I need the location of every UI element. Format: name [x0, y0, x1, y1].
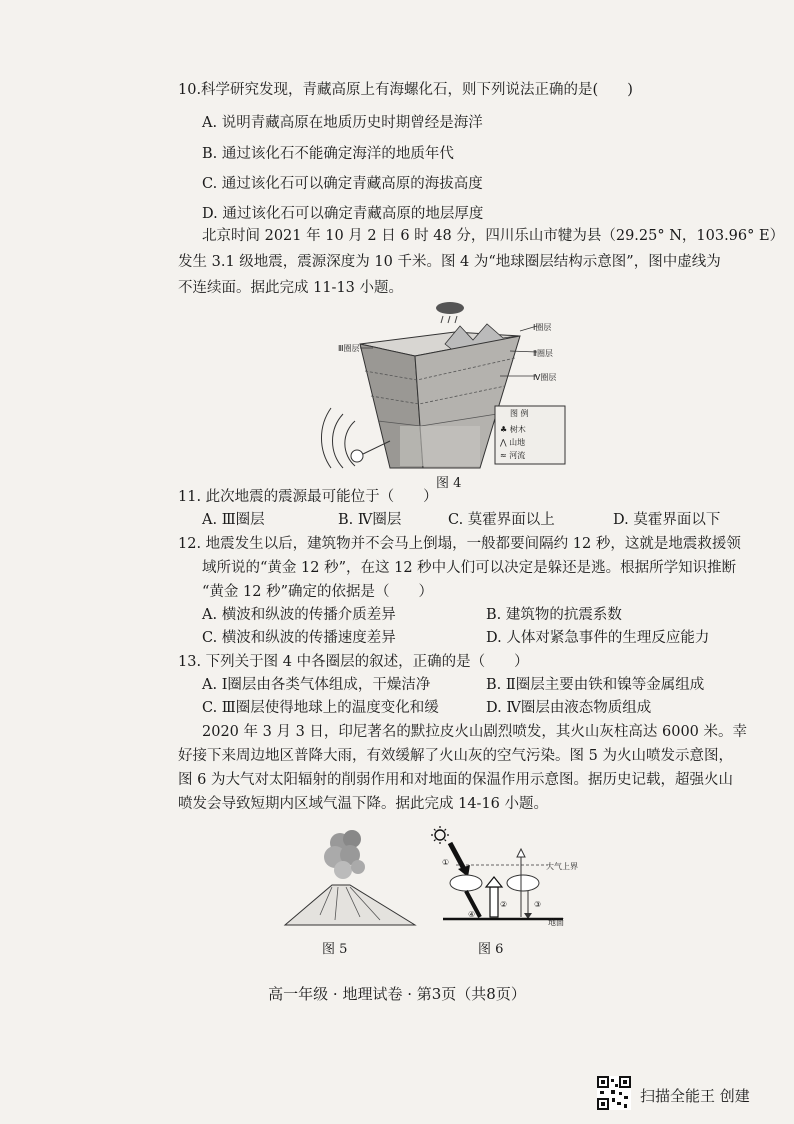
page-footer: 高一年级 · 地理试卷 · 第3页（共8页） [268, 985, 526, 1003]
passage2-line-1: 2020 年 3 月 3 日，印尼著名的默拉皮火山剧烈喷发，其火山灰柱高达 6000 米。幸 [202, 724, 748, 740]
river-icon: ≈ [500, 451, 510, 460]
mountain-icon: ⋀ [500, 438, 510, 447]
passage1-line-3: 不连续面。据此完成 11-13 小题。 [178, 280, 404, 296]
fig6-label-4: ④ [468, 910, 476, 919]
q12-stem-line-3: “黄金 12 秒”确定的依据是（ ） [202, 584, 433, 600]
q12-stem-line-2: 域所说的“黄金 12 秒”，在这 12 秒中人们可以决定是躲还是逃。根据所学知识推断 [202, 560, 737, 576]
fig6-label-top: 大气上界 [546, 862, 578, 871]
fig6-label-2: ② [500, 900, 508, 909]
q10-option-a: A. 说明青藏高原在地质历史时期曾经是海洋 [202, 115, 483, 131]
passage2-line-4: 喷发会导致短期内区域气温下降。据此完成 14-16 小题。 [178, 796, 549, 812]
q10-stem: 10.科学研究发现，青藏高原上有海螺化石，则下列说法正确的是( ) [178, 82, 633, 98]
fig4-legend-tree: ♣ 树木 [500, 425, 526, 434]
passage1-line-1: 北京时间 2021 年 10 月 2 日 6 时 48 分，四川乐山市犍为县（29.25° N，103.96° E） [202, 228, 785, 244]
passage2-line-3: 图 6 为大气对太阳辐射的削弱作用和对地面的保温作用示意图。据历史记载，超强火山 [178, 772, 733, 788]
q12-option-a: A. 横波和纵波的传播介质差异 [202, 607, 396, 623]
q12-stem-line-1: 12. 地震发生以后，建筑物并不会马上倒塌，一般都要间隔约 12 秒，这就是地震救援领 [178, 536, 741, 552]
tree-icon: ♣ [500, 425, 510, 434]
volcano-illustration [280, 825, 420, 930]
fig6-caption: 图 6 [478, 942, 504, 957]
fig4-label-layer2: Ⅱ圈层 [533, 349, 553, 358]
watermark-text: 扫描全能王 创建 [640, 1087, 750, 1105]
fig4-caption: 图 4 [436, 476, 462, 491]
passage2-line-2: 好接下来周边地区普降大雨，有效缓解了火山灰的空气污染。图 5 为火山喷发示意图， [178, 748, 733, 764]
q11-option-c: C. 莫霍界面以上 [448, 512, 555, 528]
q12-option-c: C. 横波和纵波的传播速度差异 [202, 630, 396, 646]
fig6-label-3: ③ [534, 900, 542, 909]
fig4-legend-mountain: ⋀ 山地 [500, 438, 526, 447]
q12-option-b: B. 建筑物的抗震系数 [486, 607, 622, 623]
fig4-legend-river: ≈ 河流 [500, 451, 526, 460]
q13-option-d: D. Ⅳ圈层由液态物质组成 [486, 700, 652, 716]
qr-code-icon [597, 1076, 631, 1110]
atmosphere-radiation-diagram [428, 825, 578, 930]
fig4-label-layer1: Ⅰ圈层 [533, 323, 552, 332]
q13-option-b: B. Ⅱ圈层主要由铁和镍等金属组成 [486, 677, 705, 693]
fig5-caption: 图 5 [322, 942, 348, 957]
q10-option-d: D. 通过该化石可以确定青藏高原的地层厚度 [202, 206, 484, 222]
fig6-label-ground: 地面 [548, 918, 564, 927]
q11-option-d: D. 莫霍界面以下 [613, 512, 721, 528]
fig4-legend-title: 图 例 [510, 409, 529, 418]
q11-option-b: B. Ⅳ圈层 [338, 512, 402, 528]
q13-option-c: C. Ⅲ圈层使得地球上的温度变化和缓 [202, 700, 439, 716]
sun-icon [431, 826, 449, 844]
passage1-line-2: 发生 3.1 级地震，震源深度为 10 千米。图 4 为“地球圈层结构示意图”，图中虚线为 [178, 254, 721, 270]
q12-option-d: D. 人体对紧急事件的生理反应能力 [486, 630, 710, 646]
q10-option-c: C. 通过该化石可以确定青藏高原的海拔高度 [202, 176, 483, 192]
fig6-label-1: ① [442, 858, 450, 867]
q13-option-a: A. Ⅰ圈层由各类气体组成，干燥洁净 [202, 677, 431, 693]
q13-stem: 13. 下列关于图 4 中各圈层的叙述，正确的是（ ） [178, 654, 529, 670]
fig4-label-layer4: Ⅳ圈层 [533, 373, 557, 382]
q11-stem: 11. 此次地震的震源最可能位于（ ） [178, 489, 438, 505]
fig4-label-layer3: Ⅲ圈层 [338, 344, 360, 353]
q10-option-b: B. 通过该化石不能确定海洋的地质年代 [202, 146, 454, 162]
q11-option-a: A. Ⅲ圈层 [202, 512, 265, 528]
